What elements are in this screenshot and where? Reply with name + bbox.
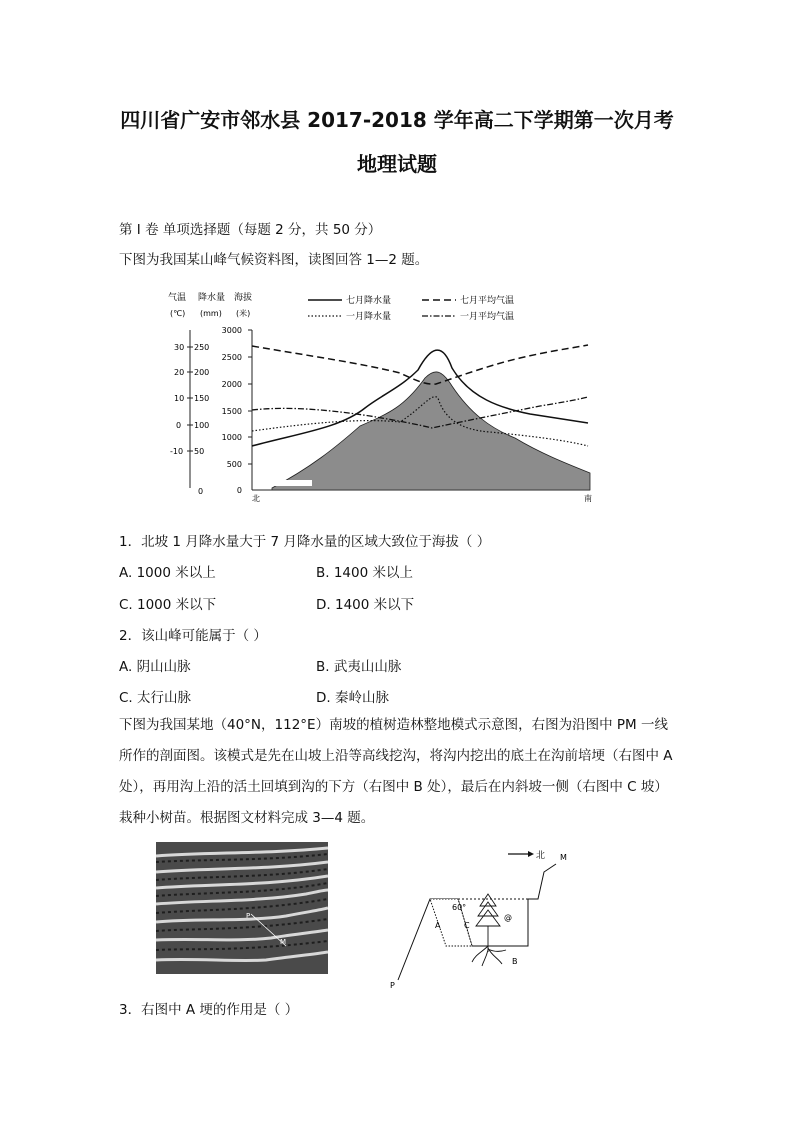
page-subtitle: 地理试题 (357, 152, 437, 176)
south-label: 南 (584, 494, 592, 503)
angle-label: 60° (452, 903, 467, 912)
elev-axis-header: 海拔 (234, 293, 253, 303)
question-2-option-a[interactable]: A. 阴山山脉 (119, 659, 191, 675)
question-1-option-d[interactable]: D. 1400 米以下 (316, 597, 415, 613)
intro-text-2: 下图为我国某地（40°N，112°E）南坡的植树造林整地模式示意图，右图为沿图中 PM 一线所作的剖面图。该模式是先在山坡上沿等高线挖沟，将沟内挖出的底土在沟前培埂（右图中 A 处），再用沟上沿的活土回填到沟的下方（右图中 B 处），最后在内斜坡一侧（右图中 C 坡）栽种小树苗。根据图文材料完成 3—4 题。 (119, 717, 673, 826)
temp-tick: 30 (174, 343, 185, 352)
temp-tick: 20 (174, 368, 185, 377)
question-2-option-b[interactable]: B. 武夷山山脉 (316, 659, 402, 675)
profile-label-c: C (464, 921, 470, 930)
terrace-photo (156, 842, 328, 974)
mountain-profile (272, 372, 590, 490)
profile-symbol: @ (504, 913, 512, 922)
north-label: 北 (252, 494, 260, 503)
july-temp-line (252, 345, 588, 384)
arrow-right-icon (528, 851, 534, 857)
question-2-option-d[interactable]: D. 秦岭山脉 (316, 690, 389, 706)
precip-tick: 250 (194, 343, 210, 352)
temp-axis-unit: (℃) (170, 309, 186, 318)
legend-july-temp: 七月平均气温 (460, 296, 515, 306)
elev-tick: 1000 (221, 433, 242, 442)
elev-tick: 2500 (221, 353, 242, 362)
page-title: 四川省广安市邻水县 2017-2018 学年高二下学期第一次月考 (120, 108, 674, 132)
climate-profile-figure (160, 288, 600, 503)
temp-tick: -10 (170, 447, 184, 456)
question-1-stem: 1．北坡 1 月降水量大于 7 月降水量的区域大致位于海拔（ ） (119, 534, 491, 550)
precip-axis-unit: (mm) (200, 309, 222, 318)
temp-axis-header: 气温 (168, 293, 187, 303)
precip-axis-header: 降水量 (198, 293, 226, 303)
legend-jan-precip: 一月降水量 (346, 312, 392, 322)
elev-tick: 2000 (221, 380, 242, 389)
precip-tick: 150 (194, 394, 210, 403)
elev-tick: 3000 (221, 326, 242, 335)
tree-icon (472, 894, 506, 966)
temp-tick: 0 (176, 421, 182, 430)
question-2-option-c[interactable]: C. 太行山脉 (119, 690, 192, 706)
section-heading: 第 I 卷 单项选择题（每题 2 分，共 50 分） (119, 222, 382, 238)
question-1-option-c[interactable]: C. 1000 米以下 (119, 597, 217, 613)
elev-tick: 0 (236, 486, 242, 495)
legend-jan-temp: 一月平均气温 (460, 312, 515, 322)
question-2-stem: 2．该山峰可能属于（ ） (119, 628, 267, 644)
question-1-option-a[interactable]: A. 1000 米以上 (119, 565, 216, 581)
question-3-stem: 3．右图中 A 埂的作用是（ ） (119, 1002, 299, 1018)
profile-label-p: P (390, 981, 395, 990)
photo-label-m: M (280, 938, 287, 946)
elev-axis-unit: (米) (236, 309, 251, 318)
photo-label-p: P (246, 912, 251, 920)
elev-tick: 1500 (221, 407, 242, 416)
precip-tick: 0 (198, 487, 204, 496)
profile-label-a: A (435, 921, 441, 930)
precip-tick: 100 (194, 421, 210, 430)
temp-tick: 10 (174, 394, 185, 403)
precip-tick: 200 (194, 368, 210, 377)
profile-label-m: M (560, 853, 567, 862)
elev-tick: 500 (226, 460, 242, 469)
profile-diagram (388, 842, 578, 990)
north-arrow-label: 北 (536, 851, 546, 861)
profile-label-b: B (512, 957, 518, 966)
question-1-option-b[interactable]: B. 1400 米以上 (316, 565, 413, 581)
precip-tick: 50 (194, 447, 205, 456)
legend-july-precip: 七月降水量 (346, 296, 392, 306)
intro-text-1: 下图为我国某山峰气候资料图，读图回答 1—2 题。 (119, 252, 429, 268)
